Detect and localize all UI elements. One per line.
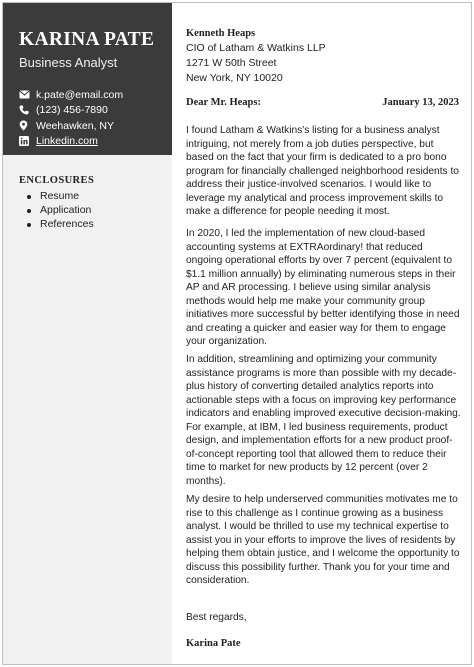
applicant-role: Business Analyst bbox=[19, 55, 118, 70]
phone-icon bbox=[19, 104, 33, 116]
contact-location-text: Weehawken, NY bbox=[36, 119, 115, 132]
contact-location bbox=[19, 118, 123, 134]
enclosures-list bbox=[27, 189, 94, 231]
recipient-block bbox=[186, 26, 458, 86]
recipient-city: New York, NY 10020 bbox=[186, 72, 283, 84]
contact-phone-text: (123) 456-7890 bbox=[36, 104, 108, 117]
closing: Best regards, bbox=[186, 612, 247, 623]
enclosure-item: Resume bbox=[27, 189, 94, 203]
enclosure-item: References bbox=[27, 217, 94, 231]
body-paragraph-3: In addition, streamlining and optimizing your community assistance programs is more than possible with my decade-plus history of converting detailed analytics reports into actionable steps with a focus on improving key performance indicators and enabling improved executive decision-making. For example, at IBM, I led business requirements, product design, and implementation efforts for a new product proof-of-concept reporting tool that allowed them to reduce their time to market for new products by 12 percent (over 2 months). bbox=[186, 354, 461, 487]
sidebar-header bbox=[3, 3, 172, 155]
body-paragraph-4: My desire to help underserved communities motivates me to rise to this challenge as I continue growing as a business analyst. I would be thrilled to use my technical expertise to assist you in your efforts to improve the lives of residents by helping them obtain justice, and I welcome the opportunity to discuss this possibility further. Thank you for your time and consideration. bbox=[186, 494, 460, 586]
contact-email-text[interactable]: k.pate@email.com bbox=[36, 88, 124, 101]
sidebar bbox=[3, 3, 172, 664]
enclosures-heading: ENCLOSURES bbox=[19, 175, 95, 186]
location-pin-icon bbox=[19, 120, 33, 132]
salutation-row bbox=[186, 97, 458, 111]
contact-linkedin-link[interactable]: Linkedin.com bbox=[36, 135, 98, 148]
applicant-name: KARINA PATE bbox=[19, 29, 155, 50]
signature-name: Karina Pate bbox=[186, 638, 241, 649]
recipient-title: CIO of Latham & Watkins LLP bbox=[186, 42, 326, 54]
contact-phone bbox=[19, 103, 123, 119]
body-paragraph-1: I found Latham & Watkins's listing for a business analyst intriguing, not merely from a job duties perspective, but based on the fact that your firm is dedicated to a pro bono program for financially challenged neighborhood residents to address their justice-involved scenarios. I would like to leverage my analytical and process improvement skills to make a difference for people needing it most. bbox=[186, 125, 459, 217]
linkedin-icon bbox=[19, 135, 33, 147]
cover-letter-page bbox=[2, 2, 472, 665]
body-paragraph-2: In 2020, I led the implementation of new cloud-based accounting systems at EXTRAordinary! that reduced ongoing operational efforts by over 7 percent (equivalent to $1.1 million annually) by eliminating numerous steps in their AP and AR processing. I believe using similar analysis methods would help me make your community group initiatives more successful by better identifying those in need and creating a quicker and easier way for them to engage your organization. bbox=[186, 228, 460, 347]
recipient-name: Kenneth Heaps bbox=[186, 28, 256, 39]
contact-linkedin bbox=[19, 134, 123, 150]
contact-list bbox=[19, 87, 123, 149]
email-icon bbox=[19, 89, 33, 101]
contact-email bbox=[19, 87, 123, 103]
enclosure-item: Application bbox=[27, 203, 94, 217]
salutation: Dear Mr. Heaps: bbox=[186, 97, 261, 108]
letter-date: January 13, 2023 bbox=[382, 97, 459, 108]
recipient-street: 1271 W 50th Street bbox=[186, 57, 277, 69]
